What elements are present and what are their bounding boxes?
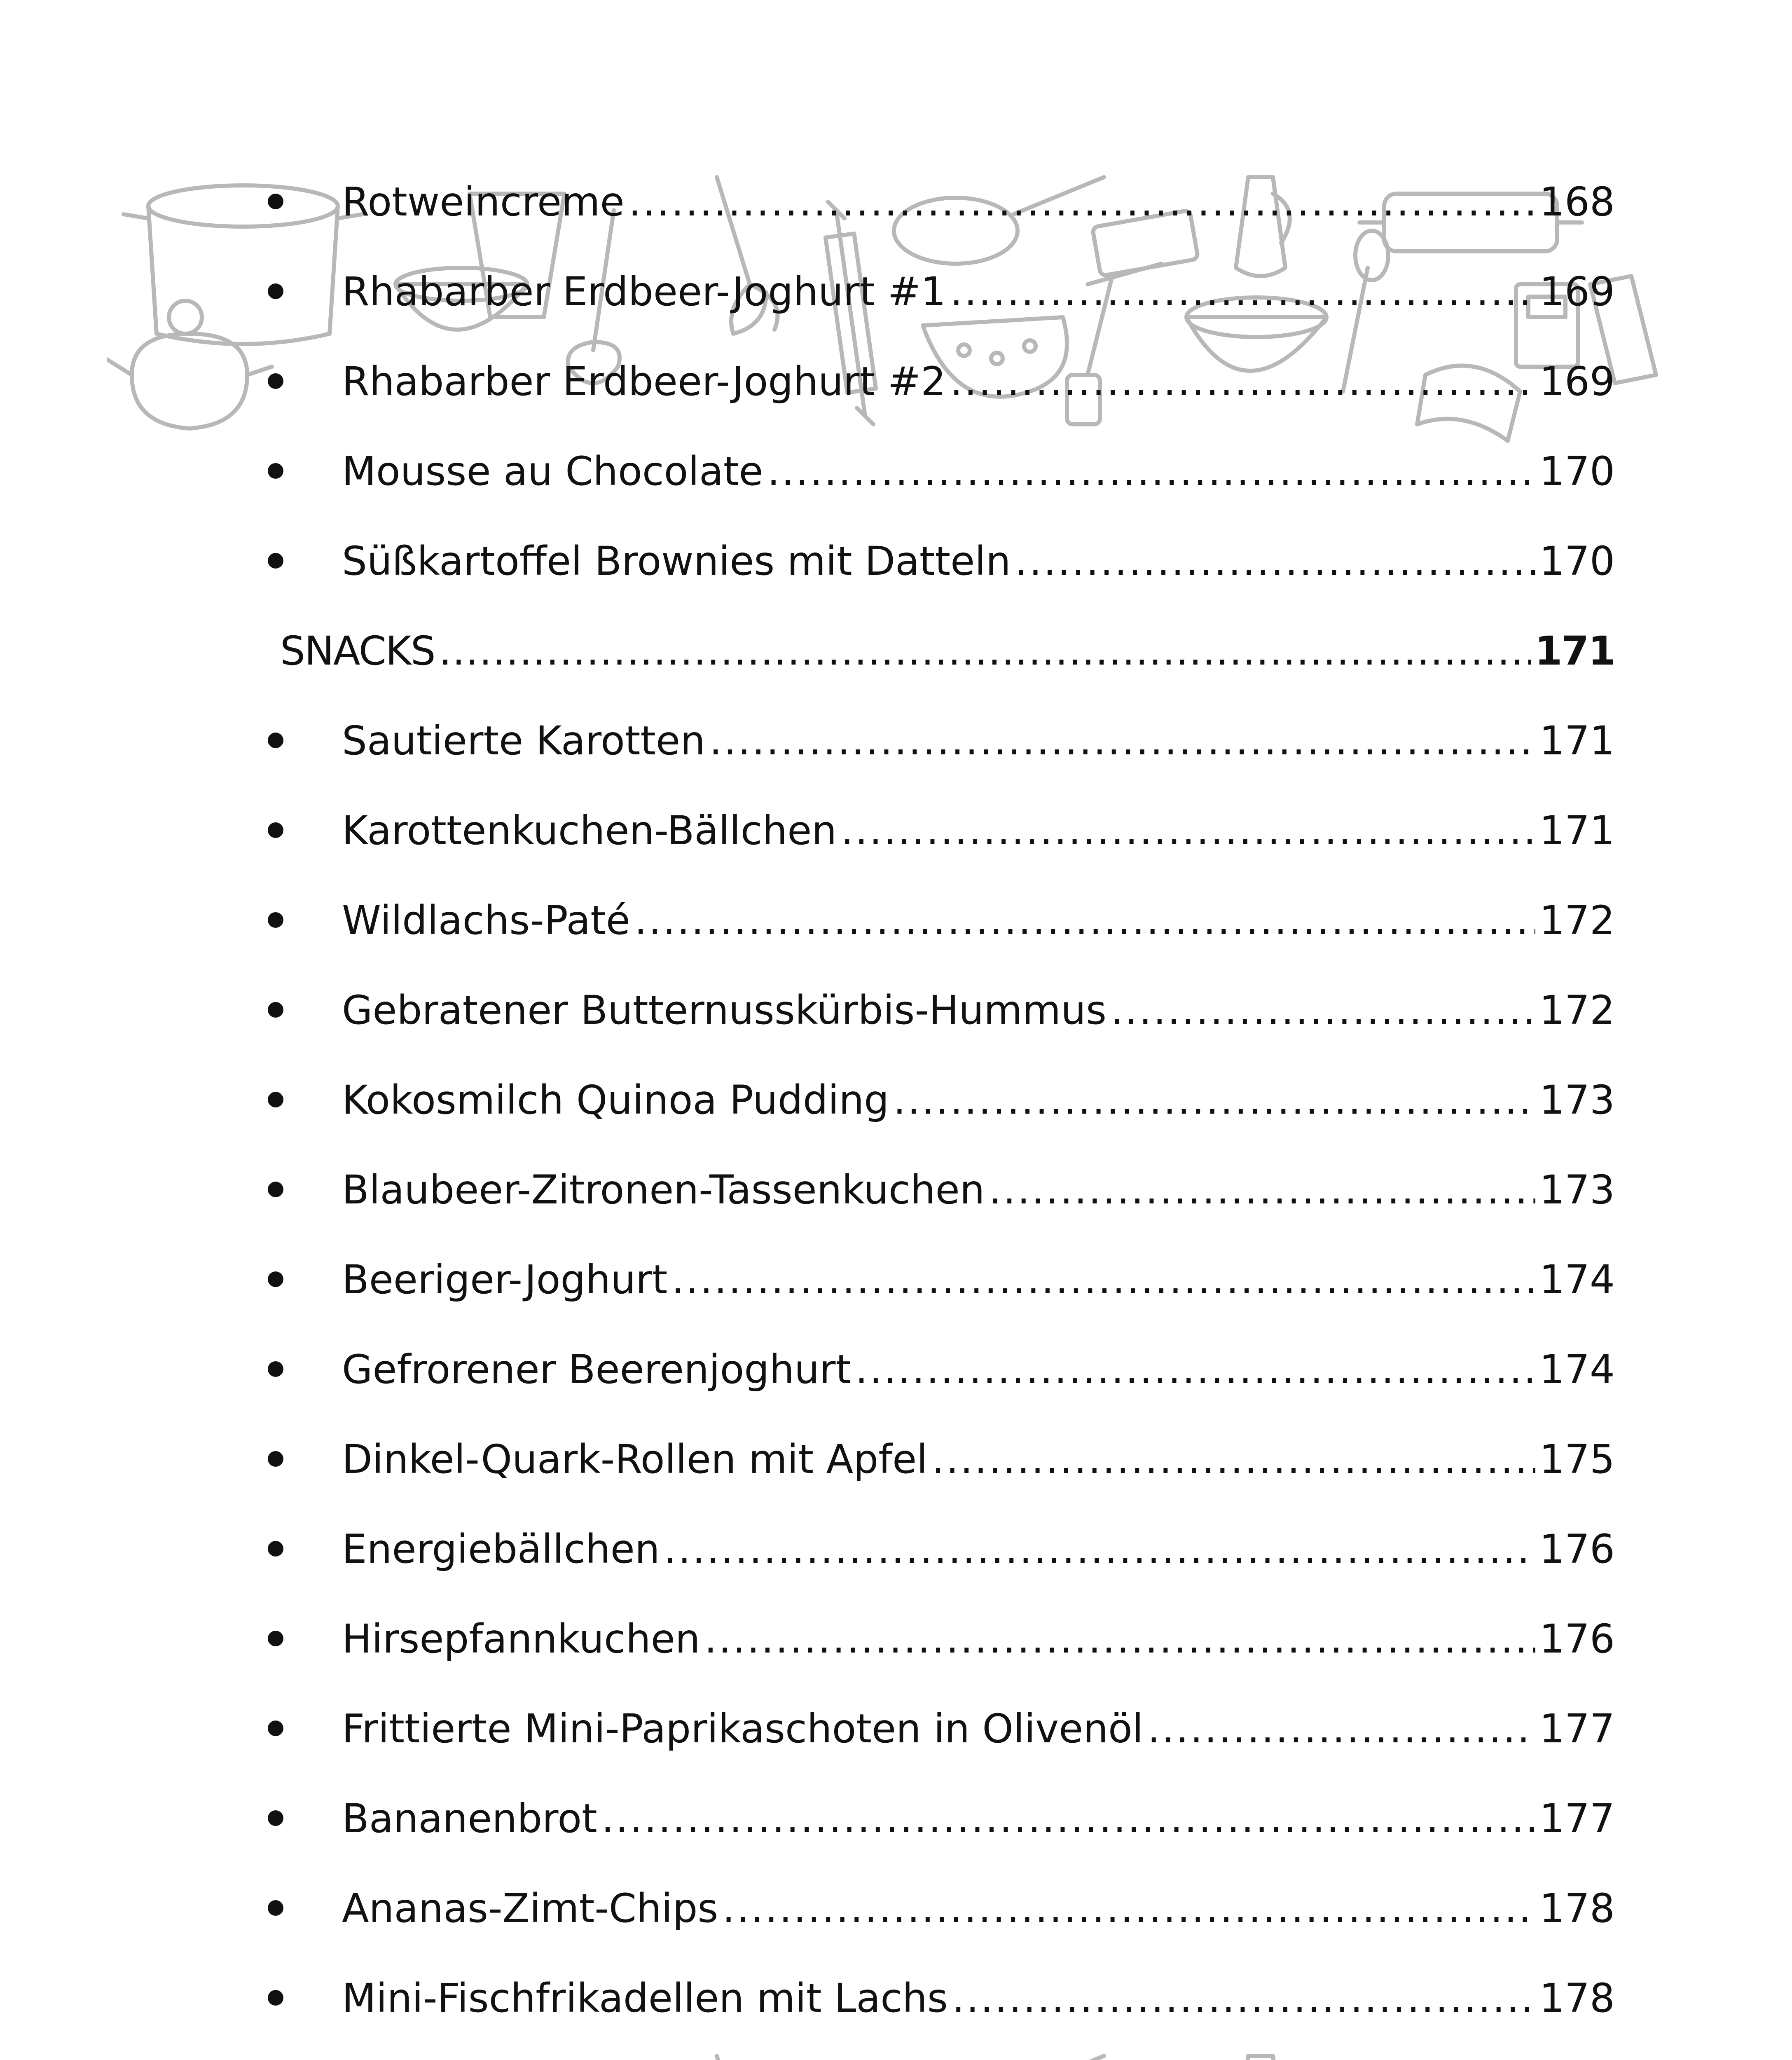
- dot-leader: [704, 1606, 1535, 1672]
- dot-leader: [957, 2055, 1535, 2060]
- toc-section-page: 171: [1535, 628, 1615, 674]
- bullet-icon: [268, 1631, 283, 1646]
- toc-entry-rhabarber-2[interactable]: [280, 349, 1615, 414]
- dot-leader: [439, 618, 1531, 684]
- toc-entry-tassenkuchen[interactable]: [280, 1157, 1615, 1223]
- toc-entry-page: 170: [1539, 538, 1615, 584]
- bullet-icon: [268, 553, 283, 569]
- bullet-icon: [268, 1092, 283, 1107]
- toc-entry-page: 172: [1539, 897, 1615, 943]
- toc-entry-hirsepfannkuchen[interactable]: [280, 1606, 1615, 1672]
- bullet-icon: [268, 194, 283, 209]
- toc-entry-page: 172: [1539, 987, 1615, 1033]
- dot-leader: [950, 259, 1535, 325]
- toc-entry-title: Energiebällchen: [342, 1526, 660, 1572]
- toc-entry-page: 174: [1539, 1257, 1615, 1303]
- toc-entry-title: Hirsepfannkuchen: [342, 1616, 700, 1662]
- dot-leader: [709, 708, 1535, 774]
- toc-entry-title: Mousse au Chocolate: [342, 448, 763, 494]
- toc-section-title: SNACKS: [280, 628, 435, 674]
- toc-entry-page: 171: [1539, 718, 1615, 764]
- dot-leader: [1015, 528, 1535, 594]
- bullet-icon: [268, 1271, 283, 1287]
- toc-entry-title: Kokosmilch Quinoa Pudding: [342, 1077, 889, 1123]
- bullet-icon: [268, 1721, 283, 1736]
- dot-leader: [950, 349, 1535, 414]
- toc-entry-brownies[interactable]: [280, 528, 1615, 594]
- toc-entry-title: [280, 2055, 957, 2060]
- toc-entry-beerenjoghurt[interactable]: [280, 1337, 1615, 1402]
- toc-entry-page: 173: [1539, 1167, 1615, 1213]
- toc-entry-title: Süßkartoffel Brownies mit Datteln: [342, 538, 1011, 584]
- bullet-icon: [268, 1541, 283, 1557]
- bullet-icon: [268, 1451, 283, 1467]
- toc-entry-title: Rhabarber Erdbeer-Joghurt #1: [342, 269, 946, 315]
- dot-leader: [664, 1516, 1535, 1582]
- toc-entry-page: 176: [1539, 1616, 1615, 1662]
- toc-entry-dinkel-quark[interactable]: [280, 1426, 1615, 1492]
- dot-leader: [722, 1875, 1535, 1941]
- dot-leader: [952, 1965, 1535, 2031]
- toc-entry-title: Sautierte Karotten: [342, 718, 706, 764]
- dot-leader: [989, 1157, 1535, 1223]
- bullet-icon: [268, 1900, 283, 1916]
- toc-entry-ananas-chips[interactable]: [280, 1875, 1615, 1941]
- toc-entry-page: 177: [1539, 1795, 1615, 1842]
- toc-entry-title: Rhabarber Erdbeer-Joghurt #2: [342, 358, 946, 405]
- bullet-icon: [268, 1182, 283, 1197]
- toc-entry-beeriger-joghurt[interactable]: [280, 1247, 1615, 1313]
- toc-entry-page: 176: [1539, 1526, 1615, 1572]
- toc-entry-haehnchen-frikadellen[interactable]: [280, 2055, 1615, 2060]
- bullet-icon: [268, 1361, 283, 1377]
- toc-entry-mousse[interactable]: [280, 438, 1615, 504]
- toc-entry-page: 175: [1539, 1436, 1615, 1482]
- toc-entry-title: Frittierte Mini-Paprikaschoten in Olivenöl: [342, 1706, 1144, 1752]
- toc-entry-title: Wildlachs-Paté: [342, 897, 630, 943]
- toc-entry-title: Mini-Fischfrikadellen mit Lachs: [342, 1975, 948, 2021]
- toc-entry-fischfrikadellen[interactable]: [280, 1965, 1615, 2031]
- dot-leader: [1111, 977, 1535, 1043]
- toc-entry-page: 178: [1539, 1975, 1615, 2021]
- toc-entry-title: Ananas-Zimt-Chips: [342, 1885, 718, 1931]
- dot-leader: [1147, 1696, 1535, 1762]
- dot-leader: [855, 1337, 1535, 1402]
- toc-entry-page: [1535, 2055, 1615, 2060]
- bullet-icon: [268, 822, 283, 838]
- toc-entry-paprikaschoten[interactable]: [280, 1696, 1615, 1762]
- toc-entry-page: 173: [1539, 1077, 1615, 1123]
- toc-entry-karottenkuchen[interactable]: [280, 798, 1615, 864]
- bullet-icon: [268, 283, 283, 299]
- toc-entry-hummus[interactable]: [280, 977, 1615, 1043]
- toc-entry-page: 171: [1539, 808, 1615, 854]
- toc-entry-title: Gebratener Butternusskürbis-Hummus: [342, 987, 1107, 1033]
- toc-entry-title: Beeriger-Joghurt: [342, 1257, 668, 1303]
- toc-entry-title: Rotweincreme: [342, 179, 625, 225]
- dot-leader: [671, 1247, 1535, 1313]
- toc-entry-title: Dinkel-Quark-Rollen mit Apfel: [342, 1436, 928, 1482]
- toc-section-snacks[interactable]: [280, 618, 1615, 684]
- bullet-icon: [268, 733, 283, 748]
- toc-entry-title: Gefrorener Beerenjoghurt: [342, 1346, 852, 1393]
- toc-entry-title: Blaubeer-Zitronen-Tassenkuchen: [342, 1167, 985, 1213]
- dot-leader: [767, 438, 1535, 504]
- toc-entry-energiebaellchen[interactable]: [280, 1516, 1615, 1582]
- bullet-icon: [268, 1002, 283, 1018]
- toc-entry-page: 169: [1539, 358, 1615, 405]
- toc-entry-title: Karottenkuchen-Bällchen: [342, 808, 837, 854]
- bullet-icon: [268, 463, 283, 479]
- toc-entry-rhabarber-1[interactable]: [280, 259, 1615, 325]
- bullet-icon: [268, 1990, 283, 2006]
- toc-entry-page: 174: [1539, 1346, 1615, 1393]
- toc-entry-rotweincreme[interactable]: [280, 169, 1615, 235]
- toc-entry-page: 170: [1539, 448, 1615, 494]
- bullet-icon: [268, 912, 283, 928]
- toc-entry-karotten[interactable]: [280, 708, 1615, 774]
- toc-entry-page: 177: [1539, 1706, 1615, 1752]
- bullet-icon: [268, 1810, 283, 1826]
- bullet-icon: [268, 373, 283, 389]
- toc-entry-page: 169: [1539, 269, 1615, 315]
- dot-leader: [601, 1786, 1535, 1852]
- dot-leader: [841, 798, 1535, 864]
- toc-entry-page: 178: [1539, 1885, 1615, 1931]
- dot-leader: [634, 887, 1535, 953]
- toc-entry-title: Bananenbrot: [342, 1795, 597, 1842]
- toc-entry-bananenbrot[interactable]: [280, 1786, 1615, 1852]
- dot-leader: [629, 169, 1535, 235]
- dot-leader: [893, 1067, 1535, 1133]
- toc-entry-wildlachs[interactable]: [280, 887, 1615, 953]
- toc-entry-quinoa[interactable]: [280, 1067, 1615, 1133]
- toc-entry-page: 168: [1539, 179, 1615, 225]
- dot-leader: [932, 1426, 1535, 1492]
